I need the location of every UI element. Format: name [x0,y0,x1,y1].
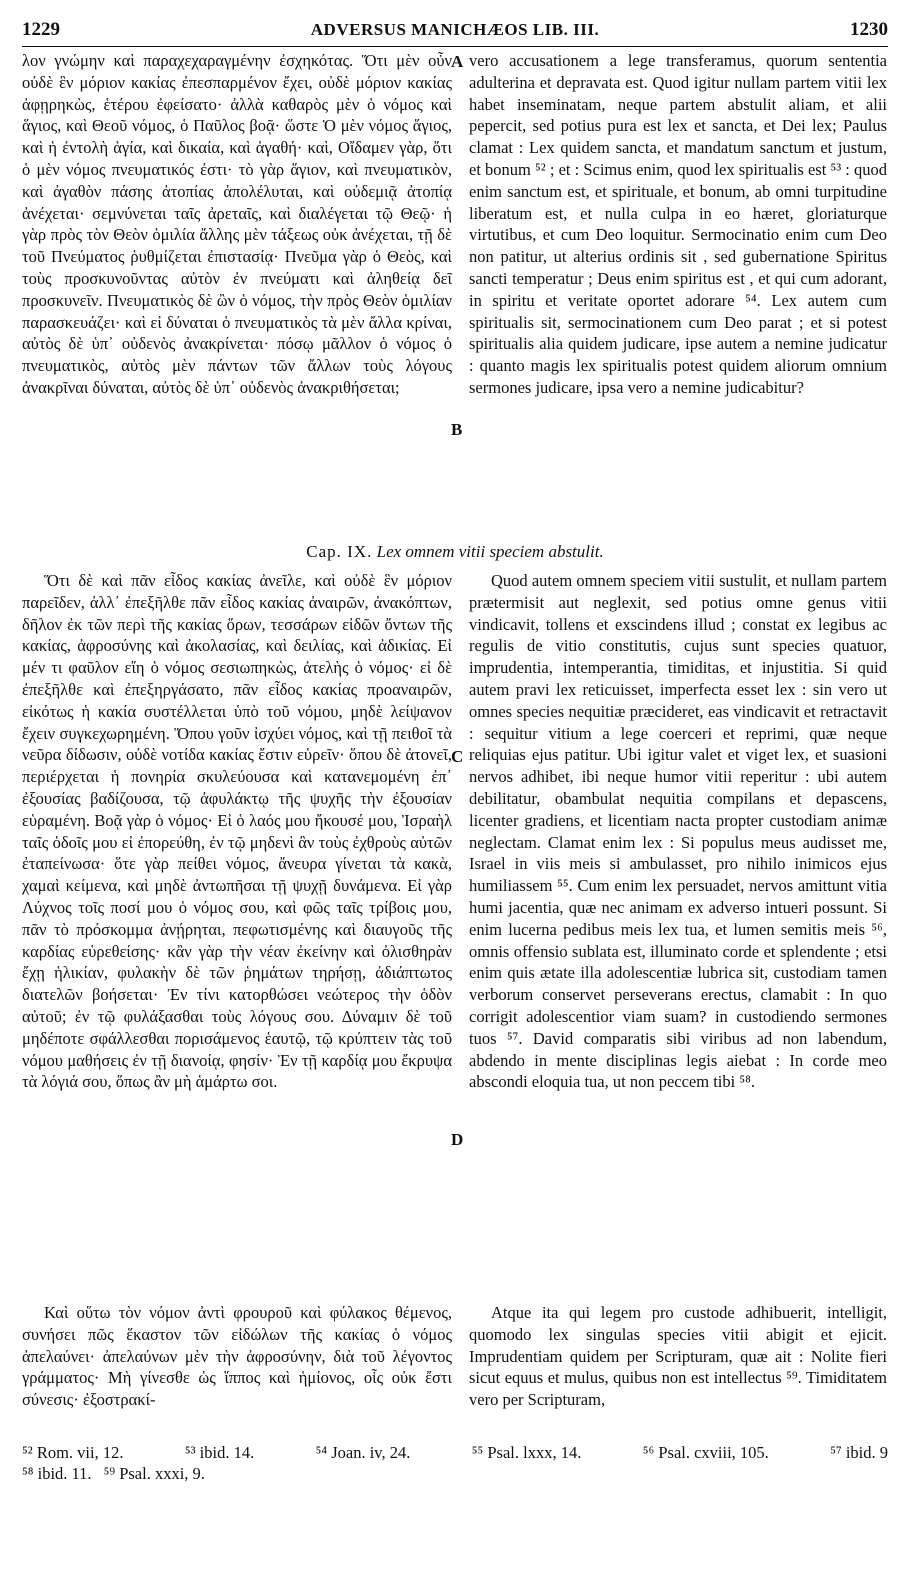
chapter-label: Cap. IX. [306,542,373,561]
latin-paragraph-chapter: Quod autem omnem speciem vitii sustulit, et nullam partem prætermisit aut neglexit, sed potius omne genus vitii vindicavit, tollens et exscindens illud ; constat ex legibus ac regulis de vitio constitutis, cujus sunt species quatuor, imprudentia, intemperantia, timiditas, et injustitia. Si quid autem pravi lex reticuisset, imperfecta esset lex : sin vero ut omnes species nequitiæ præcideret, eas vindicavit et retractavit : sequitur vitium a lege coerceri et reprimi, quæ neque reliquias ejus patitur. Ubi igitur valet et viget lex, et suasioni nervos adhibet, ibi neque humor vitii reperitur : ubi autem debilitatur, obambulat nequitia compilans et depascens, licenter gradiens, et licentiam nacta propter custodiam animæ neglectam. Clamat enim lex : Si populus meus audisset me, Israel in viis meis si ambulasset, pro nihilo inimicos ejus humiliassem ⁵⁵. Cum enim lex persuadet, nervos amittunt vitia humi jacentia, quæ nec animam ex adverso intueri possunt. Si enim lucerna pedibus meis lex tua, et lumen semitis meis ⁵⁶, omnis offensio sublata est, illuminato corde et splendente ; etsi enim quis ætate illa adolescentiæ lubrica sit, custodiam tamen verborum conservet perseverans erectus, clamabit : In quo corrigit adolescentior viam suam? in custodiendo sermones tuos ⁵⁷. David comparatis sibi viribus ad non labendum, abdendo in mente disciplinas legis aiebat : In corde meo abscondi eloquia tua, ut non peccem tibi ⁵⁸. [469,571,887,1092]
margin-marker-a: A [451,52,464,71]
latin-paragraph-top: vero accusationem a lege transferamus, quorum sententia adulterina et depravata est. Quod igitur nullam partem vitii lex habet inseminatam, neque partem abstulit aliam, et alii pepercit, sed potius pura est lex et sancta, et Dei lex; Paulus clamat : Lex quidem sancta, et mandatum sanctum et justum, et bonum ⁵² ; et : Scimus enim, quod lex spiritualis est ⁵³ : quod enim sanctum est, et spirituale, et bonum, ab omni turpitudine liberatum est, et nulla culpa in eo hæret, gloriaturque virtutibus, et cum Deo loquitur. Sermocinatio enim cum Deo non patitur, ut alterius ordinis sit , sed gubernatione Spiritus sancti temperatur ; Deus enim spiritus est , et qui cum adorant, in spiritu et veritate oportet adorare ⁵⁴. Lex autem cum spiritualis sit, sermocinationem cum Deo parat ; et si potest spiritualis alia quidem judicare, ipse autem a nemine judicatur : quanto magis lex spiritualis potest quidem aliorum omnium sermones judicare, ipsa vero a nemine judicabitur? [469,51,887,397]
header-rule [22,46,888,47]
footnote-54: ⁵⁴ Joan. iv, 24. [315,1443,411,1462]
footnote-52: ⁵² Rom. vii, 12. [22,1443,124,1462]
greek-column-chapter [22,570,452,1093]
margin-marker-b: B [451,420,463,439]
chapter-title: Lex omnem vitii speciem abstulit. [376,542,604,561]
latin-column-last [469,1302,887,1411]
footnote-58: ⁵⁸ ibid. 11. [22,1464,92,1483]
footnote-55: ⁵⁵ Psal. lxxx, 14. [471,1443,582,1462]
right-page-number: 1230 [849,19,888,40]
running-title: ADVERSUS MANICHÆOS LIB. III. [310,20,600,39]
latin-paragraph-last: Atque ita qui legem pro custode adhibuerit, intelligit, quomodo lex singulas species vitii abigit et ejicit. Imprudentiam quidem per Scripturam, quæ ait : Nolite fieri sicut equus et mulus, quibus non est intellectus ⁵⁹. Timiditatem vero per Scripturam, [469,1303,887,1410]
footnote-row-2 [22,1463,888,1484]
footnotes [22,1442,888,1484]
left-page-number: 1229 [22,19,60,40]
footnote-row-1 [22,1442,888,1463]
greek-paragraph-last: Καὶ οὕτω τὸν νόμον ἀντὶ φρουροῦ καὶ φύλακος θέμενος, συνήσει πῶς ἕκαστον τῶν εἰδώλων τῆς κακίας ὁ νόμος ἀπελαύνει· ἀπελαύνων μὲν τὴν ἀφροσύνην, διὰ τοῦ λέγοντος γράμματος· Μὴ γίνεσθε ὡς ἵππος καὶ ἡμίονος, οἷς οὐκ ἔστι σύνεσις· ἐξοστρακί- [22,1303,452,1410]
greek-paragraph-top: λον γνώμην καὶ παραχεχαραγμένην ἐσχηκότας. Ὅτι μὲν οὖν οὐδὲ ἓν μόριον κακίας ἐπεσπαρμένον ἔχει, οὐδὲ μόριον κακίας ἀφῃρηκὼς, ἑτέρου ἐφείσατο· ἀλλὰ καθαρὸς μὲν ὁ νόμος καὶ ἅγιος, καὶ Θεοῦ νόμος, ὁ Παῦλος βοᾷ· ὥστε Ὁ μὲν νόμος ἅγιος, καὶ ἡ ἐντολὴ ἁγία, καὶ δικαία, καὶ ἀγαθή· καὶ, Οἴδαμεν γὰρ, ὅτι ὁ μὲν νόμος πνευματικός ἐστι· τὸ γὰρ ἅγιον, καὶ πνευματικὸν, καὶ ἀγαθὸν πάσης ἀτοπίας ἀπολέλυται, καὶ οὐδεμιᾷ ἀτοπίᾳ ἀνέχεται· σεμνύνεται ταῖς ἀρεταῖς, καὶ διαλέγεται τῷ Θεῷ· ἡ γὰρ πρὸς τὸν Θεὸν ὁμιλία ἄλλης μὲν τάξεως οὐκ ἀνέχεται, τῇ δὲ τοῦ Πνεύματος ῥυθμίζεται ἐπιστασίᾳ· Πνεῦμα γὰρ ὁ Θεὸς, καὶ τοὺς προσκυνοῦντας αὐτὸν ἐν πνεύματι καὶ ἀληθείᾳ δεῖ προσκυνεῖν. Πνευματικὸς δὲ ὢν ὁ νόμος, τὴν πρὸς Θεὸν ὁμιλίαν παρασκευάζει· καὶ εἰ δύναται ὁ πνευματικὸς τὰ μὲν ἄλλα κρίναι, αὐτὸς δὲ ὑπ᾽ οὐδενὸς ἀνακρίνεται· πόσῳ μᾶλλον ὁ νόμος ὁ πνευματικὸς, αὐτὸς μὲν πάντων τῶν ἄλλων τοὺς λόγους ἀνακρῖναι δύναται, αὐτὸς δὲ ὑπ᾽ οὐδενὸς ἀνακριθήσεται; [22,51,452,397]
margin-marker-c: C [451,747,464,766]
latin-column-chapter [469,570,887,1093]
footnote-56: ⁵⁶ Psal. cxviii, 105. [642,1443,769,1462]
chapter-heading [22,542,888,562]
page-header [22,16,888,44]
margin-marker-d: D [451,1130,464,1149]
footnote-53: ⁵³ ibid. 14. [184,1443,255,1462]
greek-column-top [22,50,452,399]
latin-column-top [469,50,887,399]
footnote-57: ⁵⁷ ibid. 9 [830,1443,888,1462]
greek-column-last [22,1302,452,1411]
footnote-59: ⁵⁹ Psal. xxxi, 9. [103,1464,205,1483]
greek-paragraph-chapter: Ὅτι δὲ καὶ πᾶν εἶδος κακίας ἀνεῖλε, καὶ οὐδὲ ἓν μόριον παρεῖδεν, ἀλλ᾽ ἐπεξῆλθε πᾶν εἶδος κακίας ἀναιρῶν, ἀνακόπτων, δῆλον ἐκ τῶν περὶ τῆς κακίας ὅρων, τεσσάρων εἰδῶν ὄντων τῆς κακίας, ἀφροσύνης καὶ ἀκολασίας, καὶ δειλίας, καὶ ἀδικίας. Εἰ μέν τι φαῦλον εἴη ὁ νόμος σεσιωπηκὼς, ἀτελὴς ὁ νόμος· εἰ δὲ ἐπεξῆλθε καὶ ἐπεξηργάσατο, πᾶν εἶδος κακίας προαναιρῶν, εἰκότως ἡ κακία συστέλλεται ὑπὸ τοῦ νόμου, μηδὲ λείψανον ἔχειν συγκεχωρημένη. Ὅπου γοῦν ἰσχύει νόμος, καὶ τῇ πειθοῖ τὰ νεῦρα δίδωσιν, οὐδὲ νοτίδα κακίας ἔστιν εὑρεῖν· ὅπου δὲ ἀτονεῖ, περιέρχεται ἡ πονηρία σκυλεύουσα καὶ κατανεμομένη ἐπ᾽ ἐξουσίας βαδίζουσα, τῷ ἀφυλάκτῳ τῆς ψυχῆς τὴν ἐξουσίαν εὑραμένη. Βοᾷ γὰρ ὁ νόμος· Εἰ ὁ λαός μου ἤκουσέ μου, Ἰσραὴλ ταῖς ὁδοῖς μου εἰ ἐπορεύθη, ἐν τῷ μηδενὶ ἂν τοὺς ἐχθροὺς αὐτῶν ἐταπείνωσα· ὅτε γὰρ πείθει νόμος, ἄνευρα γίνεται τὰ κακὰ, χαμαὶ κείμενα, καὶ μηδὲ ἀντωπῆσαι τῇ ψυχῇ δυνάμενα. Εἰ γὰρ Λύχνος τοῖς ποσί μου ὁ νόμος σου, καὶ φῶς ταῖς τρίβοις μου, πᾶν τὸ πρόσκομμα ἀνῄρηται, πεφωτισμένης καὶ διαυγοῦς τῆς καρδίας εὑρεθείσης· κἂν γὰρ τὴν νέαν ἐκείνην καὶ ὀλισθηρὰν ἔχῃ ἡλικίαν, φυλακὴν δὲ τῶν ῥημάτων τηρήσῃ, ἀδιάπτωτος διατελῶν βοήσεται· Ἐν τίνι κατορθώσει νεώτερος τὴν ὁδὸν αὐτοῦ; ἐν τῷ φυλάξασθαι τοὺς λόγους σου. Δύναμιν δὲ τοῦ μηδέποτε σφάλλεσθαι πορισάμενος ἑαυτῷ, τῷ κρύπτειν τὰς τοῦ νόμου μαθήσεις ἐν τῇ διανοίᾳ, φησίν· Ἐν τῇ καρδίᾳ μου ἔκρυψα τὰ λόγιά σου, ὅπως ἂν μὴ ἁμάρτω σοι. [22,571,452,1092]
